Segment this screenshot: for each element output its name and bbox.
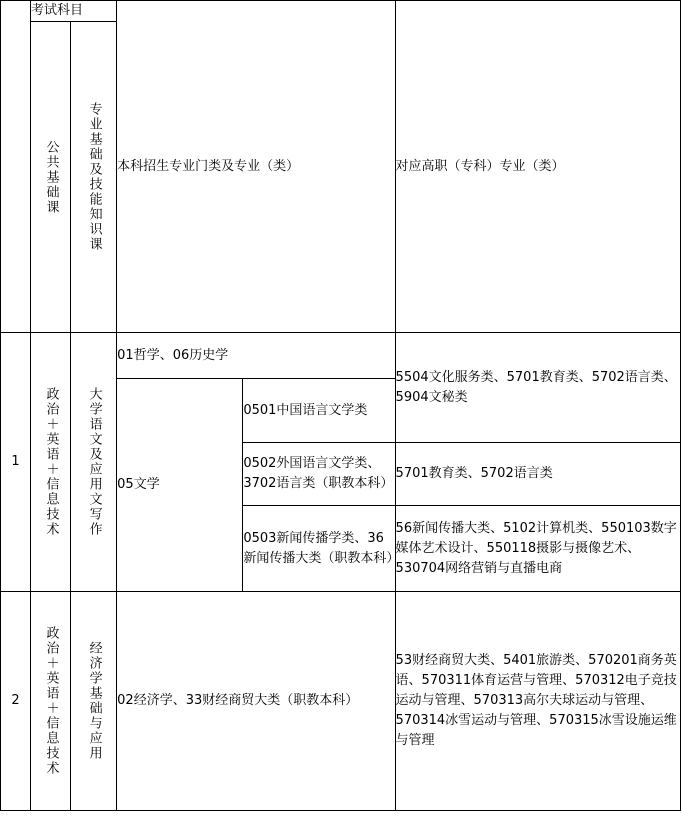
header-public-course: 公共基础课 <box>31 22 71 333</box>
undergrad-sub-cell: 0503新闻传播学类、36新闻传播大类（职教本科） <box>243 506 395 592</box>
vocational-major-cell: 5701教育类、5702语言类 <box>395 443 680 506</box>
table-row <box>1 592 681 811</box>
row-seq: 2 <box>1 592 31 811</box>
row-major-base: 大学语文及应用文写作 <box>71 333 117 592</box>
table-row <box>1 333 681 379</box>
header-undergrad-major: 本科招生专业门类及专业（类） <box>117 1 395 333</box>
vocational-major-cell: 53财经商贸大类、5401旅游类、570201商务英语、570311体育运营与管理、570312电子竞技运动与管理、570313高尔夫球运动与管理、570314冰雪运动与管理、570315冰雪设施运维与管理 <box>395 592 680 811</box>
row-seq: 1 <box>1 333 31 592</box>
header-major-base: 专业基础及技能知识课 <box>71 22 117 333</box>
header-exam-subject: 考试科目 <box>31 1 117 22</box>
header-vocational-major: 对应高职（专科）专业（类） <box>395 1 680 333</box>
table-header-top-row <box>1 1 681 22</box>
undergrad-major-cell: 05文学 <box>117 379 243 592</box>
vocational-major-cell: 56新闻传播大类、5102计算机类、550103数字媒体艺术设计、550118摄影与摄像艺术、530704网络营销与直播电商 <box>395 506 680 592</box>
undergrad-sub-cell: 0502外国语言文学类、3702语言类（职教本科） <box>243 443 395 506</box>
row-public-course: 政治＋英语＋信息技术 <box>31 333 71 592</box>
row-major-base: 经济学基础与应用 <box>71 592 117 811</box>
row-public-course: 政治＋英语＋信息技术 <box>31 592 71 811</box>
undergrad-major-cell: 02经济学、33财经商贸大类（职教本科） <box>117 592 395 811</box>
vocational-major-cell: 5504文化服务类、5701教育类、5702语言类、5904文秘类 <box>395 333 680 443</box>
undergrad-sub-cell: 0501中国语言文学类 <box>243 379 395 443</box>
undergrad-major-cell: 01哲学、06历史学 <box>117 333 395 379</box>
